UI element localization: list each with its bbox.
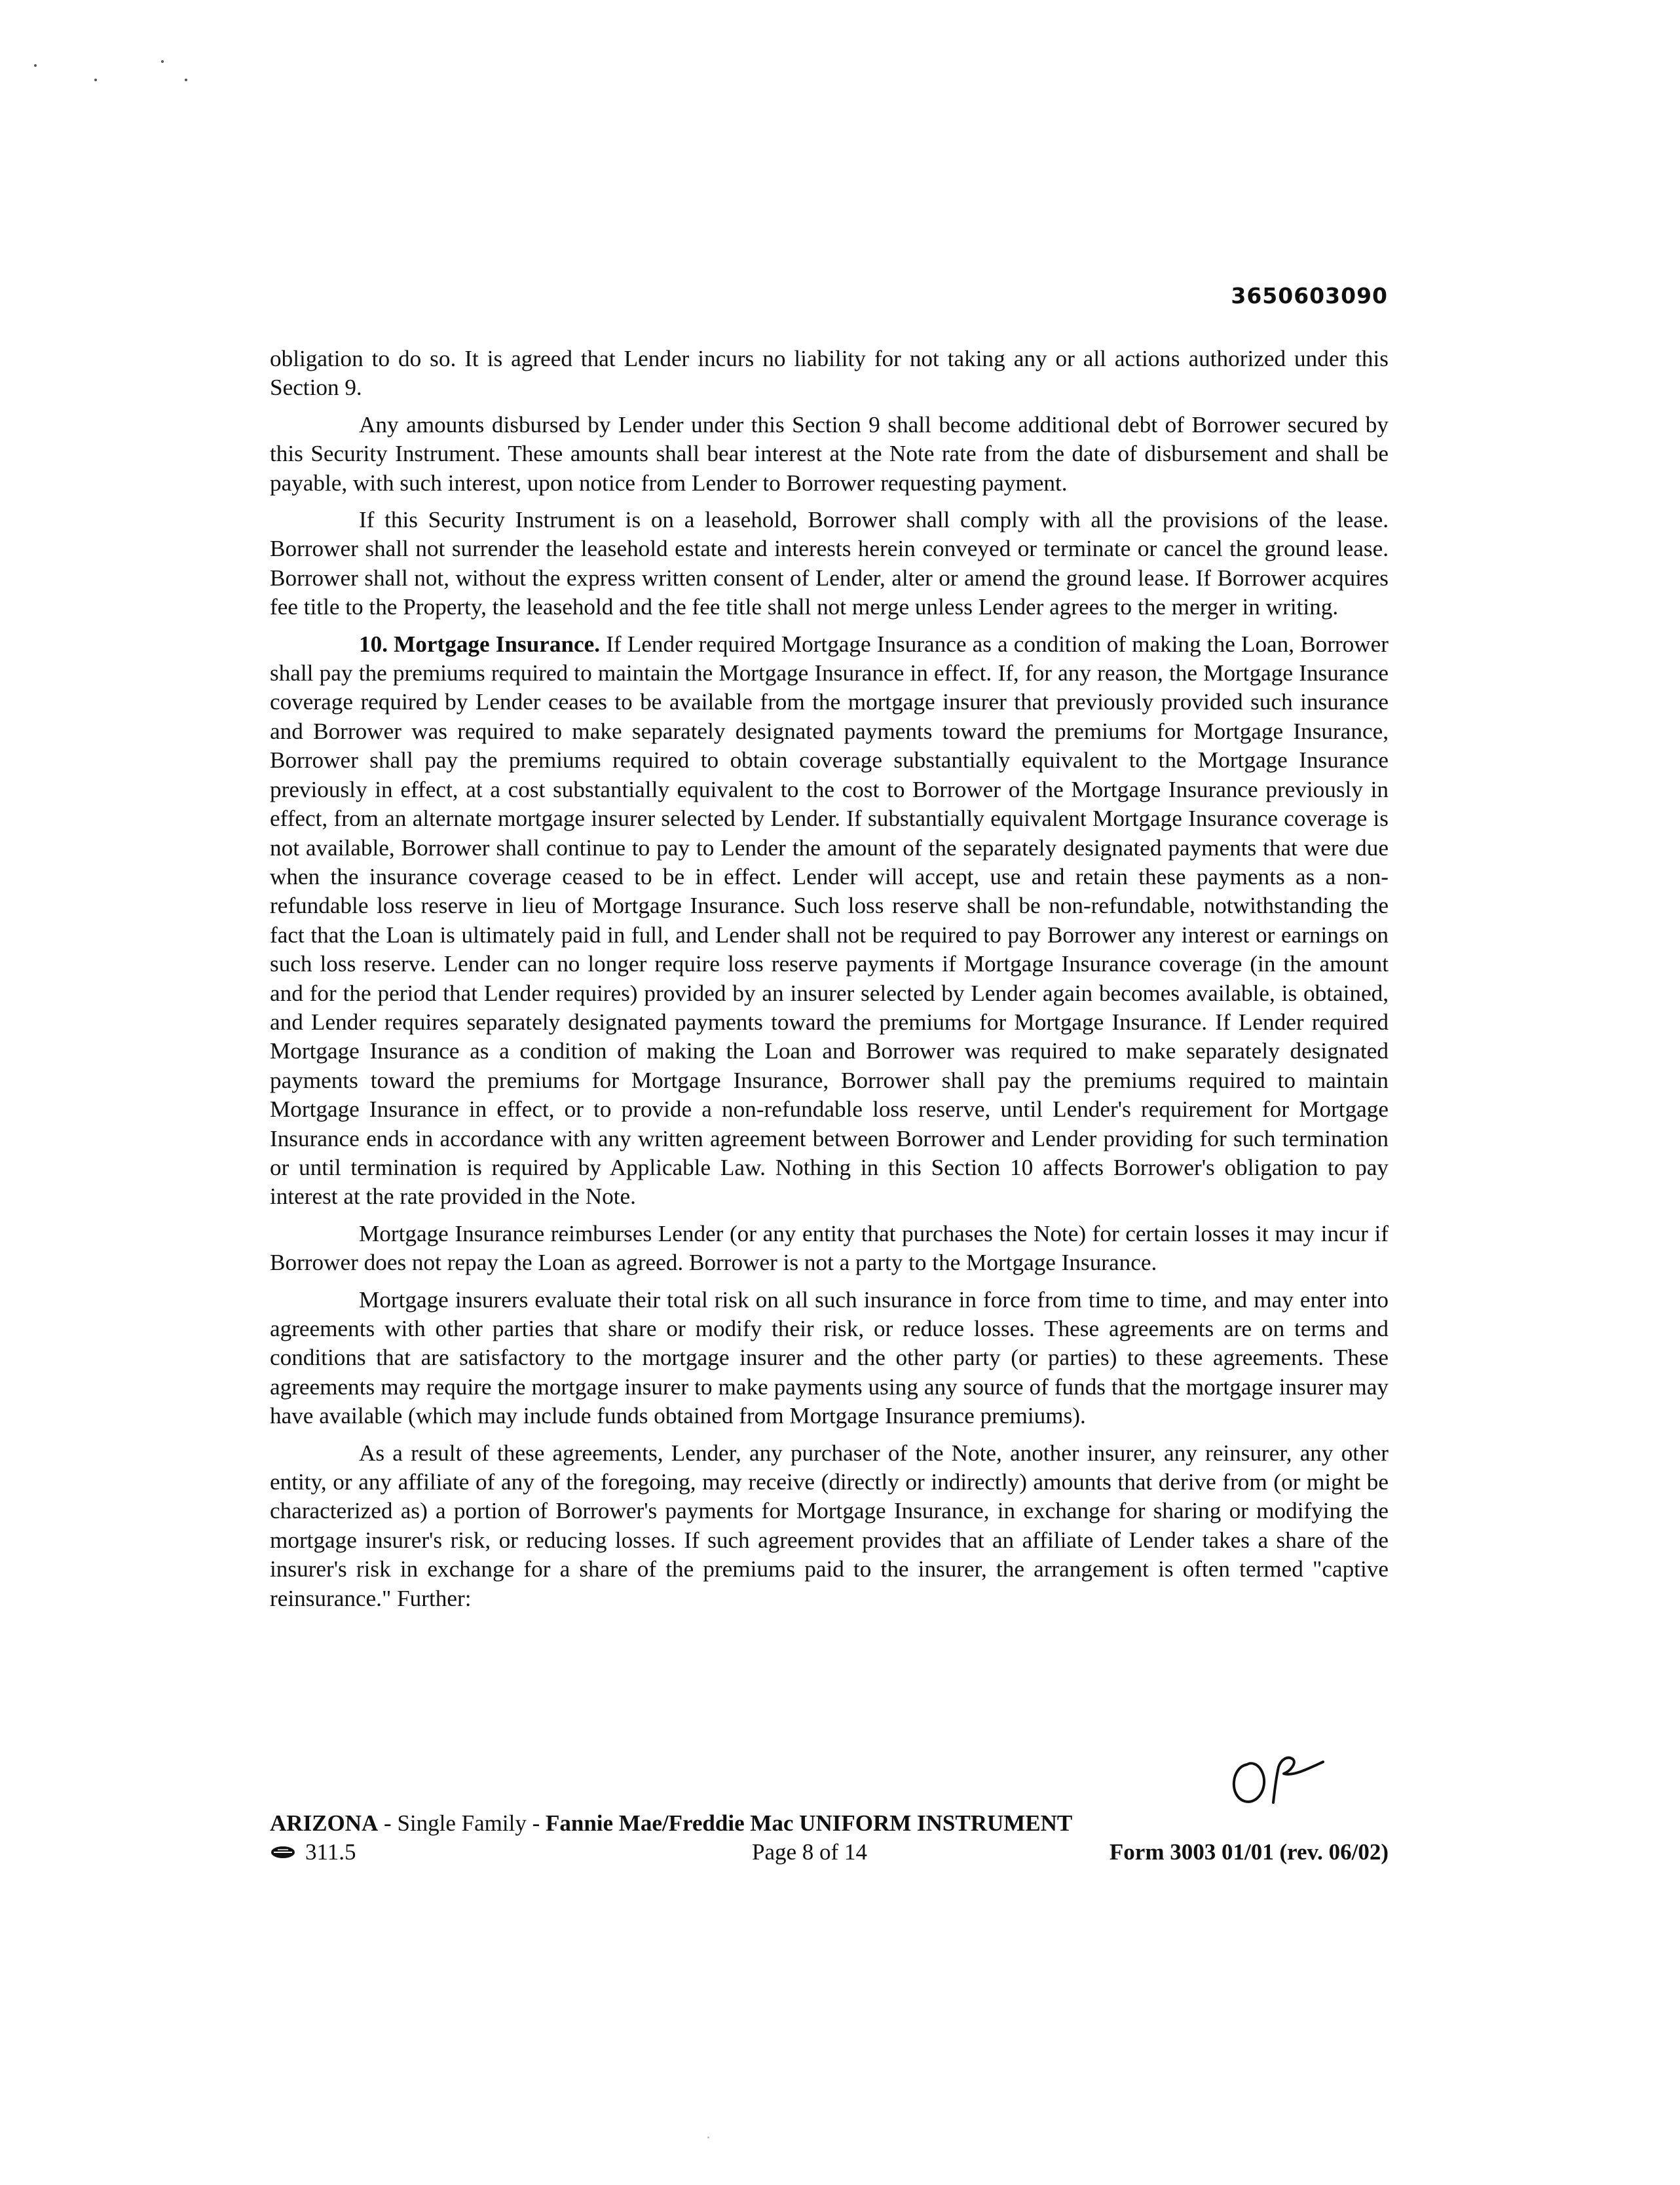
footer-form-line xyxy=(270,1838,1389,1867)
document-body xyxy=(270,345,1389,1621)
paragraph-leasehold: If this Security Instrument is on a leasehold, Borrower shall comply with all the provisions of the lease. Borrower shall not surrender the leasehold estate and interests herein conveyed or terminate or cancel the ground lease. Borrower shall not, without the express written consent of Lender, alter or amend the ground lease. If Borrower acquires fee title to the Property, the leasehold and the fee title shall not merge unless Lender agrees to the merger in writing. xyxy=(270,507,1389,620)
page-of: of xyxy=(819,1839,839,1865)
page-total: 14 xyxy=(844,1839,867,1865)
handwritten-initials xyxy=(1225,1745,1330,1810)
footer-form-code: 311.5 xyxy=(305,1839,356,1865)
footer-instrument: Fannie Mae/Freddie Mac UNIFORM INSTRUMENT xyxy=(545,1810,1073,1836)
footer-page-indicator xyxy=(752,1838,867,1867)
footer-state: ARIZONA xyxy=(270,1810,379,1836)
footer-instrument-line xyxy=(270,1809,1389,1838)
page-label: Page xyxy=(752,1839,797,1865)
document-number: 3650603090 xyxy=(1231,283,1388,308)
page-current: 8 xyxy=(802,1839,814,1865)
paragraph-mi-reimburses: Mortgage Insurance reimburses Lender (or any entity that purchases the Note) for certain losses it may incur if Borrower does not repay the Loan as agreed. Borrower is not a party to the Mortgage Insurance. xyxy=(270,1220,1389,1276)
paragraph-continuation: obligation to do so. It is agreed that Lender incurs no liability for not taking any or all actions authorized under this Section 9. xyxy=(270,346,1389,401)
scan-mark xyxy=(707,2137,709,2138)
section-10-mortgage-insurance xyxy=(270,630,1389,1212)
paragraph-mortgage-insurers: Mortgage insurers evaluate their total risk on all such insurance in force from time to time, and may enter into agreements with other parties that share or modify their risk, or reduce losses. These agreements are on terms and conditions that are satisfactory to the mortgage insurer and the other party (or parties) to these agreements. These agreements may require the mortgage insurer to make payments using any source of funds that the mortgage insurer may have available (which may include funds obtained from Mortgage Insurance premiums). xyxy=(270,1286,1389,1429)
paragraph-amounts-disbursed: Any amounts disbursed by Lender under this Section 9 shall become additional debt of Borrower secured by this Security Instrument. These amounts shall bear interest at the Note rate from the date of disbursement and shall be payable, with such interest, upon notice from Lender to Borrower requesting payment. xyxy=(270,411,1389,496)
vmp-logo-icon xyxy=(270,1845,296,1859)
page-footer xyxy=(270,1809,1389,1867)
section-10-text: If Lender required Mortgage Insurance as a condition of making the Loan, Borrower shall pay the premiums required to maintain the Mortgage Insurance in effect. If, for any reason, the Mortgage Insurance coverage required by Lender ceases to be available from the mortgage insurer that previously provided such insurance and Borrower was required to make separately designated payments toward the premiums for Mortgage Insurance, Borrower shall pay the premiums required to obtain coverage substantially equivalent to the Mortgage Insurance previously in effect, at a cost substantially equivalent to the cost to Borrower of the Mortgage Insurance previously in effect, from an alternate mortgage insurer selected by Lender. If substantially equivalent Mortgage Insurance coverage is not available, Borrower shall continue to pay to Lender the amount of the separately designated payments that were due when the insurance coverage ceased to be in effect. Lender will accept, use and retain these payments as a non-refundable loss reserve in lieu of Mortgage Insurance. Such loss reserve shall be non-refundable, notwithstanding the fact that the Loan is ultimately paid in full, and Lender shall not be required to pay Borrower any interest or earnings on such loss reserve. Lender can no longer require loss reserve payments if Mortgage Insurance coverage (in the amount and for the period that Lender requires) provided by an insurer selected by Lender again becomes available, is obtained, and Lender requires separately designated payments toward the premiums for Mortgage Insurance. If Lender required Mortgage Insurance as a condition of making the Loan and Borrower was required to make separately designated payments toward the premiums for Mortgage Insurance, Borrower shall pay the premiums required to maintain Mortgage Insurance in effect, or to provide a non-refundable loss reserve, until Lender's requirement for Mortgage Insurance ends in accordance with any written agreement between Borrower and Lender providing for such termination or until termination is required by Applicable Law. Nothing in this Section 10 affects Borrower's obligation to pay interest at the rate provided in the Note. xyxy=(270,631,1389,1210)
footer-sep: - Single Family - xyxy=(378,1810,546,1836)
paragraph-captive-reinsurance: As a result of these agreements, Lender, any purchaser of the Note, another insurer, any reinsurer, any other entity, or any affiliate of any of the foregoing, may receive (directly or indirectly) amounts that derive from (or might be characterized as) a portion of Borrower's payments for Mortgage Insurance, in exchange for sharing or modifying the mortgage insurer's risk, or reducing losses. If such agreement provides that an affiliate of Lender takes a share of the insurer's risk in exchange for a share of the premiums paid to the insurer, the arrangement is often termed "captive reinsurance." Further: xyxy=(270,1440,1389,1611)
section-10-heading: 10. Mortgage Insurance. xyxy=(359,631,601,657)
scan-specks xyxy=(26,52,223,105)
footer-form-code-group xyxy=(270,1838,356,1867)
footer-form-number: Form 3003 01/01 (rev. 06/02) xyxy=(1109,1839,1389,1865)
